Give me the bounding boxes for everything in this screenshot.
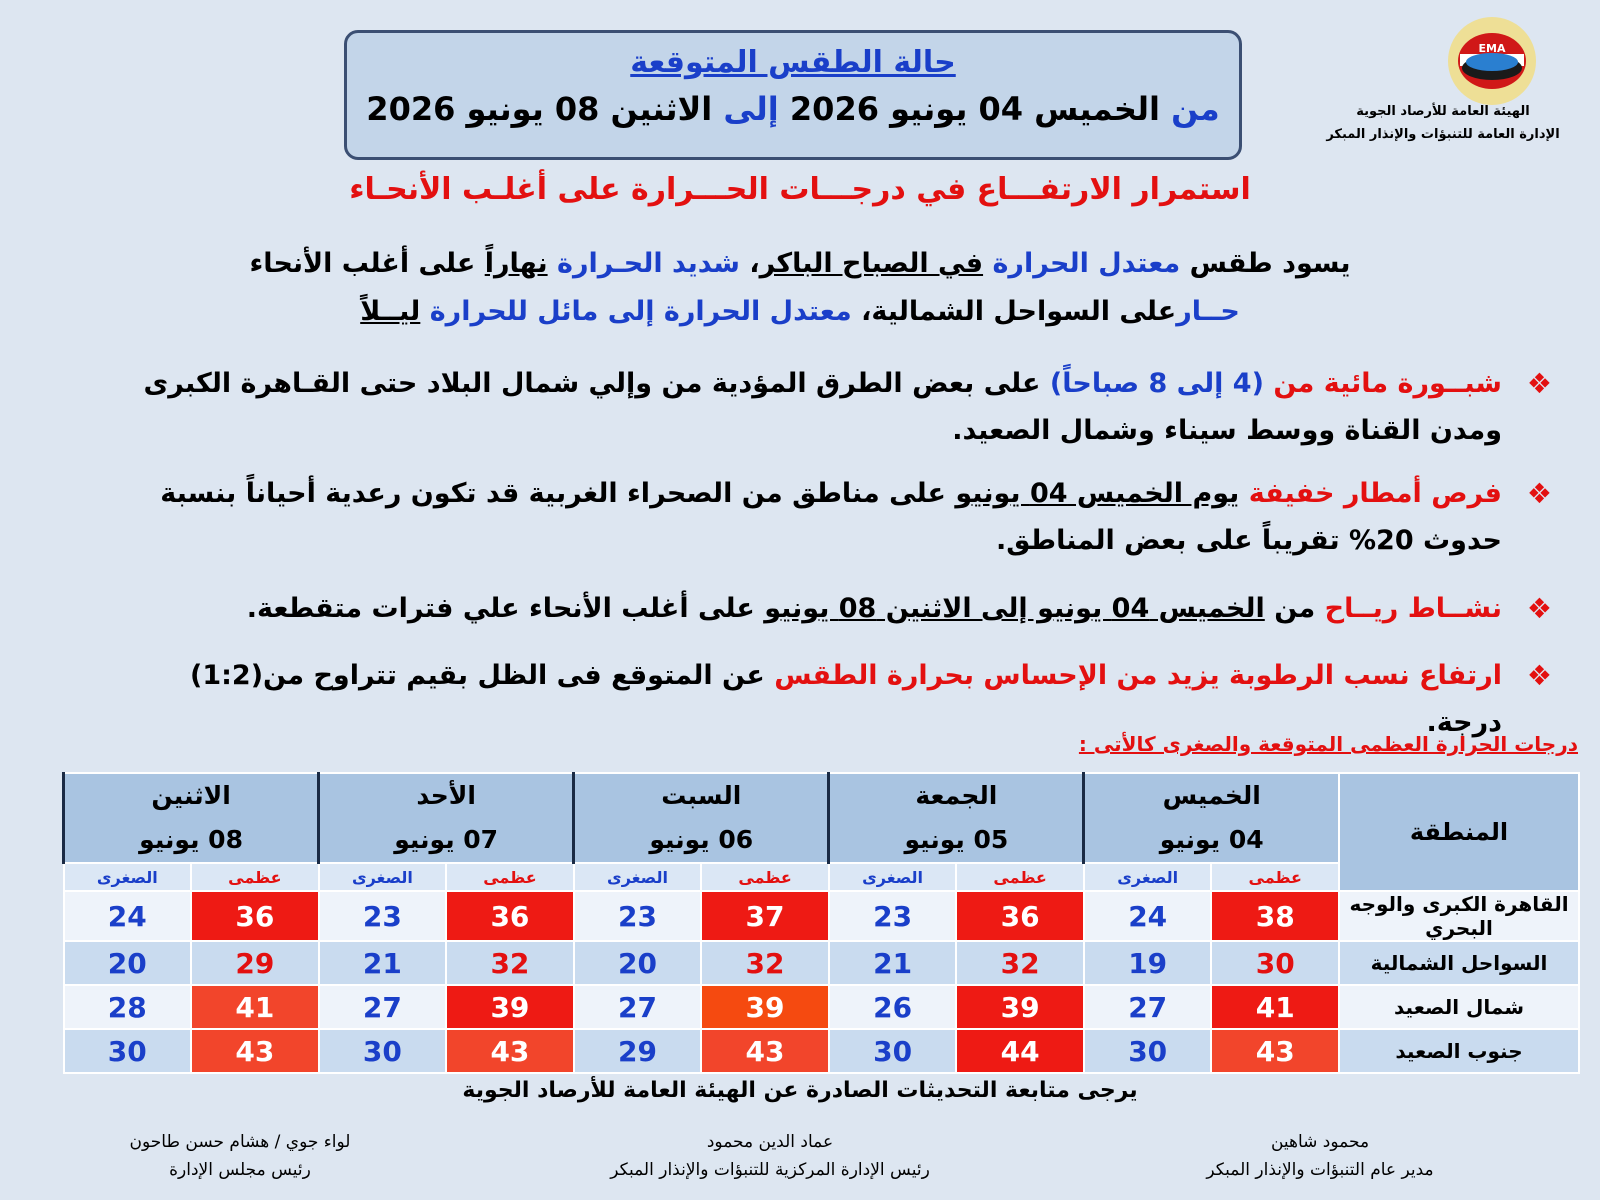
summary-part: على أغلب الأنحاء <box>249 248 476 279</box>
max-temp: 32 <box>446 941 574 985</box>
region-name: السواحل الشمالية <box>1339 941 1579 985</box>
min-temp: 26 <box>829 985 957 1029</box>
day-date: 04 يونيو <box>1159 825 1264 854</box>
to-date: الاثنين 08 يونيو 2026 <box>366 90 713 128</box>
summary-part: معتدل الحرارة <box>992 248 1181 279</box>
max-subheader: عظمى <box>1211 863 1339 891</box>
bullet-mark-icon: ❖ <box>1526 477 1552 510</box>
signature-central-head <box>560 1128 980 1184</box>
from-date: الخميس 04 يونيو 2026 <box>789 90 1160 128</box>
region-column-header: المنطقة <box>1339 773 1579 891</box>
day-header <box>64 773 319 863</box>
summary-part: ، <box>749 248 760 279</box>
max-temp: 39 <box>701 985 829 1029</box>
summary <box>230 240 1370 336</box>
organization-name <box>1308 100 1578 146</box>
date-range <box>347 90 1239 128</box>
day-name: الجمعة <box>915 781 998 810</box>
max-temp: 41 <box>191 985 319 1029</box>
max-temp: 36 <box>191 891 319 941</box>
bullet-text: على أغلب الأنحاء علي فترات متقطعة. <box>246 593 755 624</box>
day-header <box>1084 773 1339 863</box>
temperature-table <box>62 772 1580 1074</box>
max-temp: 30 <box>1211 941 1339 985</box>
max-subheader: عظمى <box>191 863 319 891</box>
day-header <box>574 773 829 863</box>
table-row <box>64 941 1580 985</box>
min-temp: 23 <box>319 891 447 941</box>
min-temp: 23 <box>829 891 957 941</box>
max-subheader: عظمى <box>956 863 1084 891</box>
bullet-mark-icon: ❖ <box>1526 592 1552 625</box>
max-temp: 38 <box>1211 891 1339 941</box>
from-word: من <box>1171 90 1220 128</box>
signatory-name: لواء جوي / هشام حسن طاحون <box>129 1132 351 1152</box>
min-temp: 24 <box>64 891 192 941</box>
min-subheader: الصغرى <box>64 863 192 891</box>
bullet-rain <box>110 470 1560 564</box>
min-subheader: الصغرى <box>319 863 447 891</box>
table-row <box>64 985 1580 1029</box>
max-temp: 44 <box>956 1029 1084 1073</box>
max-temp: 29 <box>191 941 319 985</box>
min-temp: 27 <box>1084 985 1212 1029</box>
min-temp: 29 <box>574 1029 702 1073</box>
signatory-title: رئيس الإدارة المركزية للتنبؤات والإنذار المبكر <box>610 1160 930 1180</box>
title-box <box>344 30 1242 160</box>
max-temp: 43 <box>446 1029 574 1073</box>
min-temp: 20 <box>64 941 192 985</box>
bullet-highlight: نشــاط ريــاح <box>1324 593 1502 624</box>
min-temp: 21 <box>319 941 447 985</box>
summary-part: ليــلاً <box>360 296 421 327</box>
summary-part: حــار <box>1176 296 1240 327</box>
bullet-highlight: ارتفاع نسب الرطوبة يزيد من الإحساس بحرارة الطقس <box>774 660 1502 691</box>
max-temp: 39 <box>956 985 1084 1029</box>
bullet-text: من <box>1274 593 1316 624</box>
footer-note: يرجى متابعة التحديثات الصادرة عن الهيئة العامة للأرصاد الجوية <box>462 1078 1138 1103</box>
bullet-highlight: فرص أمطار خفيفة <box>1248 478 1502 509</box>
signature-chairman <box>90 1128 390 1184</box>
bullet-date: يوم الخميس 04 يونيو <box>955 478 1240 509</box>
min-temp: 30 <box>319 1029 447 1073</box>
day-name: الخميس <box>1162 781 1261 810</box>
min-temp: 30 <box>64 1029 192 1073</box>
day-header <box>829 773 1084 863</box>
ema-logo <box>1422 16 1562 106</box>
bullet-mark-icon: ❖ <box>1526 367 1552 400</box>
min-temp: 20 <box>574 941 702 985</box>
signatory-name: عماد الدين محمود <box>706 1132 834 1152</box>
day-name: الأحد <box>416 781 476 810</box>
summary-part: على السواحل الشمالية، <box>861 296 1177 327</box>
region-name: جنوب الصعيد <box>1339 1029 1579 1073</box>
max-temp: 36 <box>446 891 574 941</box>
signatory-name: محمود شاهين <box>1270 1132 1370 1152</box>
min-temp: 30 <box>829 1029 957 1073</box>
max-subheader: عظمى <box>701 863 829 891</box>
day-name: الاثنين <box>151 781 231 810</box>
max-temp: 41 <box>1211 985 1339 1029</box>
bullet-text: عن المتوقع فى الظل بقيم تتراوح من(1:2) درجة. <box>189 660 1502 738</box>
day-date: 05 يونيو <box>904 825 1009 854</box>
min-temp: 19 <box>1084 941 1212 985</box>
max-temp: 37 <box>701 891 829 941</box>
bullet-date: الخميس 04 يونيو إلى الاثنين 08 يونيو <box>764 593 1265 624</box>
bullet-highlight: شبــورة مائية من <box>1273 368 1502 399</box>
to-word: إلى <box>723 90 779 128</box>
org-line-2: الإدارة العامة للتنبؤات والإنذار المبكر <box>1326 127 1560 142</box>
table-caption: درجات الحرارة العظمى المتوقعة والصغرى كالأتى : <box>1078 732 1578 756</box>
bullet-fog <box>110 360 1560 454</box>
day-header <box>319 773 574 863</box>
min-temp: 30 <box>1084 1029 1212 1073</box>
signatory-title: رئيس مجلس الإدارة <box>169 1160 311 1180</box>
bullet-text: على مناطق من الصحراء الغربية قد تكون رعدية أحياناً بنسبة حدوث 20% تقريباً على بعض المناطق. <box>160 478 1502 556</box>
day-date: 06 يونيو <box>649 825 754 854</box>
max-temp: 43 <box>701 1029 829 1073</box>
min-temp: 24 <box>1084 891 1212 941</box>
table-row <box>64 891 1580 941</box>
max-temp: 36 <box>956 891 1084 941</box>
summary-part: شديد الحـرارة <box>557 248 740 279</box>
summary-part: يسود طقس <box>1189 248 1351 279</box>
min-temp: 27 <box>319 985 447 1029</box>
region-name: شمال الصعيد <box>1339 985 1579 1029</box>
max-temp: 43 <box>191 1029 319 1073</box>
headline: استمرار الارتفـــاع في درجـــات الحـــرارة على أغلـب الأنحـاء <box>349 172 1251 207</box>
min-subheader: الصغرى <box>829 863 957 891</box>
bullet-mark-icon: ❖ <box>1526 659 1552 692</box>
page-title: حالة الطقس المتوقعة <box>630 45 956 80</box>
table-header-row <box>64 773 1580 863</box>
bullet-text: على بعض الطرق المؤدية من وإلي شمال البلاد حتى القـاهرة الكبرى ومدن القناة ووسط سيناء وشمال الصعيد. <box>143 368 1502 446</box>
signature-general-manager <box>1170 1128 1470 1184</box>
summary-part: معتدل الحرارة إلى مائل للحرارة <box>429 296 852 327</box>
day-date: 07 يونيو <box>394 825 499 854</box>
min-temp: 28 <box>64 985 192 1029</box>
bullet-wind <box>110 585 1560 632</box>
min-temp: 27 <box>574 985 702 1029</box>
logo-text: EMA <box>1478 42 1506 55</box>
max-temp: 39 <box>446 985 574 1029</box>
bullet-time: (4 إلى 8 صباحاً) <box>1049 368 1264 399</box>
day-date: 08 يونيو <box>139 825 243 854</box>
max-temp: 43 <box>1211 1029 1339 1073</box>
min-temp: 23 <box>574 891 702 941</box>
day-name: السبت <box>661 781 742 810</box>
org-line-1: الهيئة العامة للأرصاد الجوية <box>1356 104 1530 119</box>
max-temp: 32 <box>701 941 829 985</box>
region-name: القاهرة الكبرى والوجه البحري <box>1339 891 1579 941</box>
signatory-title: مدير عام التنبؤات والإنذار المبكر <box>1206 1160 1434 1180</box>
max-subheader: عظمى <box>446 863 574 891</box>
min-temp: 21 <box>829 941 957 985</box>
summary-part: نهاراً <box>484 248 548 279</box>
max-temp: 32 <box>956 941 1084 985</box>
table-row <box>64 1029 1580 1073</box>
min-subheader: الصغرى <box>1084 863 1212 891</box>
min-subheader: الصغرى <box>574 863 702 891</box>
summary-part: في الصباح الباكر <box>759 248 984 279</box>
